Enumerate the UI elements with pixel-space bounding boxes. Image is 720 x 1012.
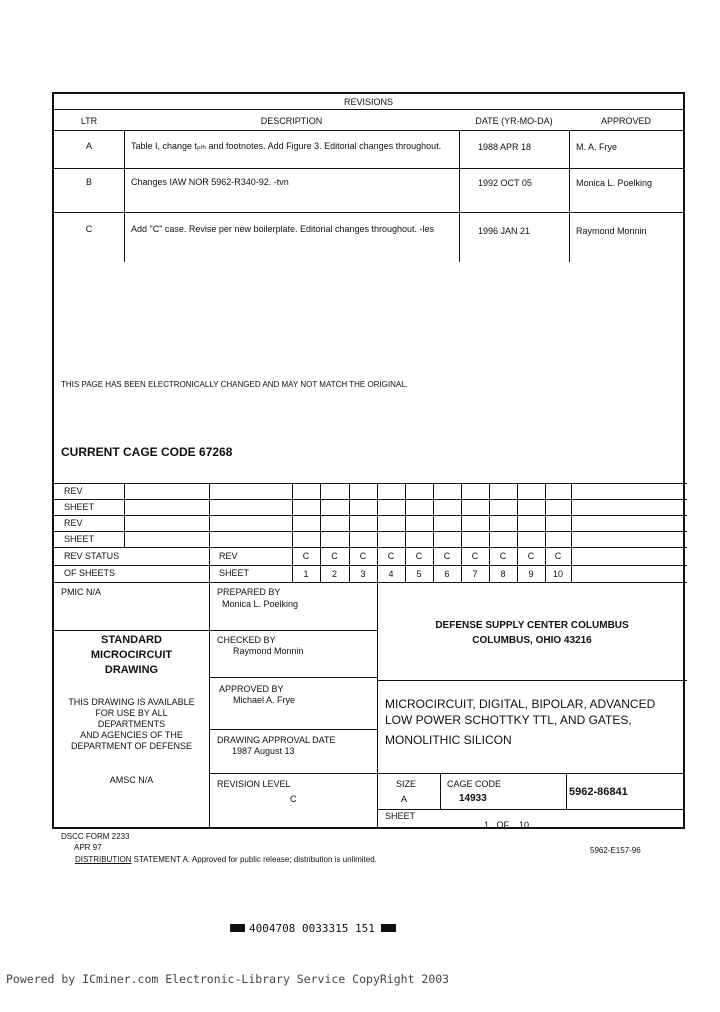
rev-status-cell: C bbox=[302, 551, 310, 561]
distribution-statement bbox=[75, 855, 377, 865]
form-date: APR 97 bbox=[74, 843, 102, 852]
form-number: DSCC FORM 2233 bbox=[61, 832, 130, 841]
part-title-line: MICROCIRCUIT, DIGITAL, BIPOLAR, ADVANCED bbox=[385, 697, 656, 711]
revisions-title: REVISIONS bbox=[343, 97, 393, 107]
rev-header-approved: APPROVED bbox=[600, 116, 651, 126]
of-sheets-label: OF SHEETS bbox=[64, 568, 116, 578]
rev-row-approved: M. A. Frye bbox=[576, 142, 618, 152]
sheet-number-cell: 7 bbox=[472, 569, 478, 579]
size-value: A bbox=[401, 794, 408, 804]
distribution-label: DISTRIBUTION bbox=[75, 855, 132, 864]
checked-by-label: CHECKED BY bbox=[217, 635, 276, 645]
rev-header-date: DATE (YR-MO-DA) bbox=[475, 116, 553, 126]
grid-sheet-label: SHEET bbox=[64, 534, 95, 544]
status-rev-label: REV bbox=[219, 551, 238, 561]
revision-level-label: REVISION LEVEL bbox=[217, 779, 291, 789]
rev-row-ltr: A bbox=[85, 141, 92, 151]
sheet-number-cell: 10 bbox=[552, 569, 563, 579]
rev-header-description: DESCRIPTION bbox=[260, 116, 323, 126]
rev-row-date: 1992 OCT 05 bbox=[478, 178, 532, 188]
availability-line: DEPARTMENT OF DEFENSE bbox=[70, 741, 193, 751]
rev-row-date: 1996 JAN 21 bbox=[478, 226, 531, 236]
grid-sheet-label: SHEET bbox=[64, 502, 95, 512]
cage-code-label: CAGE CODE bbox=[447, 779, 502, 789]
barcode-line bbox=[230, 922, 396, 936]
grid-rev-label: REV bbox=[64, 518, 83, 528]
revision-level: C bbox=[290, 794, 297, 804]
sheet-label: SHEET bbox=[385, 811, 416, 821]
rev-status-cell: C bbox=[499, 551, 507, 561]
barcode-number: 4004708 0033315 151 bbox=[249, 922, 375, 935]
rev-row-date: 1988 APR 18 bbox=[478, 142, 532, 152]
availability-line: THIS DRAWING IS AVAILABLE bbox=[68, 697, 195, 707]
rev-status-cell: C bbox=[359, 551, 367, 561]
rev-row-description: Table I, change tₚₗₕ and footnotes. Add Figure 3. Editorial changes throughout. bbox=[131, 141, 442, 151]
drawing-number: 5962-86841 bbox=[569, 786, 628, 798]
rev-row-approved: Raymond Monnin bbox=[576, 226, 647, 236]
std-title-line: MICROCIRCUIT bbox=[90, 649, 173, 661]
grid-rev-label: REV bbox=[64, 486, 83, 496]
approval-date-label: DRAWING APPROVAL DATE bbox=[217, 735, 336, 745]
cage-code-value: 14933 bbox=[459, 793, 487, 804]
part-title-line: MONOLITHIC SILICON bbox=[385, 733, 512, 747]
sheet-number-cell: 1 bbox=[303, 569, 309, 579]
std-title-line: DRAWING bbox=[104, 664, 159, 676]
rev-status-cell: C bbox=[527, 551, 535, 561]
rev-header-ltr: LTR bbox=[80, 116, 98, 126]
prepared-by-name: Monica L. Poelking bbox=[222, 599, 299, 609]
electronic-change-notice: THIS PAGE HAS BEEN ELECTRONICALLY CHANGED AND MAY NOT MATCH THE ORIGINAL. bbox=[61, 380, 408, 389]
sheet-of: 1 OF 10 bbox=[484, 820, 530, 830]
rev-status-cell: C bbox=[415, 551, 423, 561]
rev-status-cell: C bbox=[471, 551, 479, 561]
approved-by-name: Michael A. Frye bbox=[233, 695, 296, 705]
rev-row-description: Add "C" case. Revise per new boilerplate. Editorial changes throughout. -les bbox=[131, 224, 435, 234]
rev-row-ltr: C bbox=[85, 224, 93, 234]
availability-line: AND AGENCIES OF THE bbox=[80, 730, 183, 740]
approval-date: 1987 August 13 bbox=[232, 746, 295, 756]
size-label: SIZE bbox=[396, 779, 417, 789]
status-sheet-label: SHEET bbox=[219, 568, 250, 578]
availability-line: DEPARTMENTS bbox=[97, 719, 166, 729]
rev-status-cell: C bbox=[554, 551, 562, 561]
prepared-by-label: PREPARED BY bbox=[217, 587, 281, 597]
sheet-number-cell: 9 bbox=[528, 569, 534, 579]
sheet-number-cell: 5 bbox=[416, 569, 422, 579]
pmic-label: PMIC N/A bbox=[61, 587, 102, 597]
agency-name: DEFENSE SUPPLY CENTER COLUMBUS bbox=[435, 620, 629, 631]
barcode-block-icon bbox=[230, 924, 245, 932]
amsc-label: AMSC N/A bbox=[109, 775, 154, 785]
rev-status-cell: C bbox=[331, 551, 338, 561]
rev-status-label: REV STATUS bbox=[64, 551, 120, 561]
std-title-line: STANDARD bbox=[101, 634, 162, 646]
rev-row-approved: Monica L. Poelking bbox=[576, 178, 653, 188]
rev-status-cell: C bbox=[443, 551, 451, 561]
availability-line: FOR USE BY ALL bbox=[95, 708, 168, 718]
rev-status-cell: C bbox=[387, 551, 395, 561]
distribution-text: STATEMENT A. Approved for public release; distribution is unlimited. bbox=[131, 855, 377, 864]
sheet-number-cell: 6 bbox=[444, 569, 450, 579]
sheet-number-cell: 2 bbox=[331, 569, 337, 579]
document-number: 5962-E157-96 bbox=[590, 846, 641, 855]
checked-by-name: Raymond Monnin bbox=[233, 646, 304, 656]
powered-by: Powered by ICminer.com Electronic-Library Service CopyRight 2003 bbox=[6, 972, 450, 986]
agency-address: COLUMBUS, OHIO 43216 bbox=[472, 635, 592, 646]
rev-row-description: Changes IAW NOR 5962-R340-92. -tvn bbox=[131, 177, 289, 187]
sheet-number-cell: 4 bbox=[388, 569, 394, 579]
part-title-line: LOW POWER SCHOTTKY TTL, AND GATES, bbox=[385, 713, 632, 727]
approved-by-label: APPROVED BY bbox=[219, 684, 284, 694]
sheet-number-cell: 8 bbox=[500, 569, 506, 579]
barcode-block-icon bbox=[381, 924, 396, 932]
rev-row-ltr: B bbox=[85, 177, 92, 187]
sheet-number-cell: 3 bbox=[360, 569, 366, 579]
current-cage-code: CURRENT CAGE CODE 67268 bbox=[61, 445, 233, 459]
